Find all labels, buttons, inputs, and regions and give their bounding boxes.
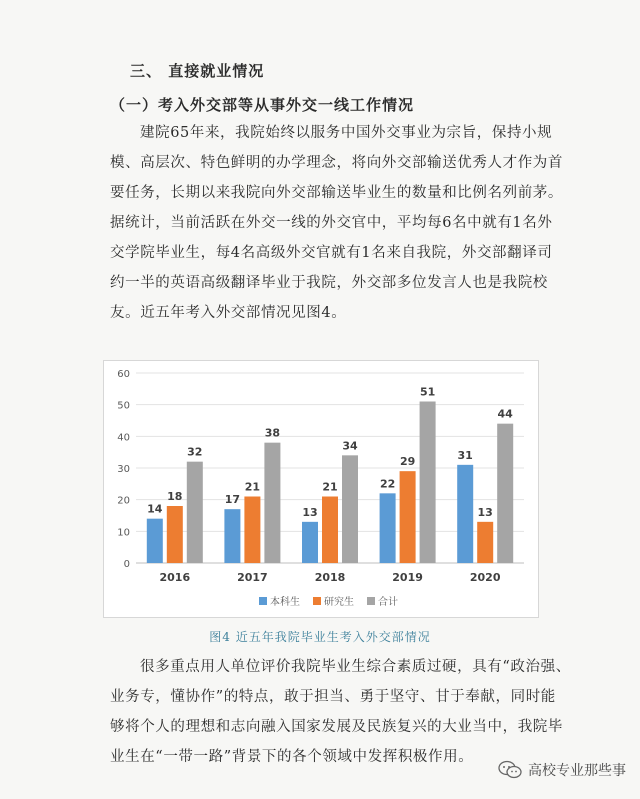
data-label: 51	[419, 385, 436, 399]
data-label: 38	[264, 426, 281, 440]
bar-本科生-2017	[224, 509, 240, 563]
bar-合计-2020	[497, 424, 513, 563]
data-label: 31	[457, 448, 473, 462]
data-label: 22	[379, 477, 396, 491]
outro-line: 业务专，懂协作”的特点，敢于担当、勇于坚守、甘于奉献，同时能	[110, 689, 556, 705]
data-label: 21	[322, 480, 338, 494]
data-label: 21	[244, 480, 261, 494]
bar-合计-2016	[187, 462, 203, 563]
wechat-icon	[498, 760, 522, 780]
y-tick-label: 60	[117, 369, 130, 380]
chart-frame	[103, 360, 539, 618]
y-tick-label: 40	[117, 432, 130, 444]
y-tick-label: 10	[117, 527, 130, 539]
intro-line: 据统计，当前活跃在外交一线的外交官中，平均每6名中就有1名外	[110, 215, 553, 231]
legend-swatch	[367, 597, 375, 605]
bar-本科生-2016	[147, 519, 163, 563]
bar-研究生-2020	[477, 522, 493, 563]
intro-line: 约一半的英语高级翻译毕业于我院，外交部多位发言人也是我院校	[110, 275, 548, 291]
data-label: 13	[477, 505, 493, 519]
x-tick-label: 2017	[237, 571, 268, 584]
watermark-text: 高校专业那些事	[528, 763, 626, 779]
data-label: 18	[167, 490, 183, 503]
intro-line: 要任务，长期以来我院向外交部输送毕业生的数量和比例名列前茅。	[110, 185, 563, 201]
data-label: 13	[302, 505, 318, 519]
outro-line: 够将个人的理想和志向融入国家发展及民族复兴的大业当中，我院毕	[110, 719, 563, 735]
bar-合计-2018	[342, 455, 358, 563]
data-label: 34	[342, 439, 358, 453]
data-label: 32	[187, 445, 203, 459]
y-tick-label: 50	[117, 400, 130, 412]
bar-研究生-2018	[322, 497, 338, 564]
data-label: 44	[497, 407, 513, 421]
bar-chart	[104, 361, 538, 617]
legend-label: 本科生	[270, 597, 300, 608]
bar-本科生-2018	[302, 522, 318, 563]
y-tick-label: 30	[117, 464, 130, 475]
intro-paragraph	[110, 118, 563, 328]
intro-line: 建院65年来，我院始终以服务中国外交事业为宗旨，保持小规	[140, 125, 553, 141]
outro-line: 业生在“一带一路”背景下的各个领域中发挥积极作用。	[110, 749, 474, 765]
data-label: 29	[399, 455, 416, 469]
outro-paragraph	[110, 652, 571, 772]
legend-swatch	[259, 597, 267, 605]
intro-line: 模、高层次、特色鲜明的办学理念，将向外交部输送优秀人才作为首	[110, 155, 563, 171]
data-label: 14	[147, 502, 163, 516]
legend-label: 研究生	[324, 597, 354, 608]
x-tick-label: 2018	[314, 571, 346, 584]
bar-合计-2017	[264, 443, 280, 563]
bar-研究生-2017	[244, 497, 260, 564]
bar-合计-2019	[420, 402, 436, 564]
x-tick-label: 2016	[159, 571, 191, 584]
data-label: 17	[224, 493, 241, 507]
intro-line: 交学院毕业生，每4名高级外交官就有1名来自我院，外交部翻译司	[110, 245, 553, 261]
bar-研究生-2019	[400, 471, 416, 563]
bar-研究生-2016	[167, 506, 183, 563]
sub-heading: （一）考入外交部等从事外交一线工作情况	[110, 96, 415, 114]
bar-本科生-2020	[457, 465, 473, 563]
x-tick-label: 2020	[469, 571, 501, 584]
bar-本科生-2019	[380, 493, 396, 563]
y-tick-label: 0	[123, 559, 130, 570]
figure-caption: 图4 近五年我院毕业生考入外交部情况	[209, 630, 431, 644]
legend-swatch	[313, 597, 321, 605]
outro-line: 很多重点用人单位评价我院毕业生综合素质过硬，具有“政治强、	[140, 659, 571, 675]
intro-line: 友。近五年考入外交部情况见图4。	[110, 305, 347, 321]
legend-label: 合计	[378, 597, 398, 608]
section-heading: 三、 直接就业情况	[130, 62, 265, 80]
x-tick-label: 2019	[392, 571, 423, 584]
y-tick-label: 20	[117, 495, 130, 507]
watermark	[498, 760, 626, 780]
